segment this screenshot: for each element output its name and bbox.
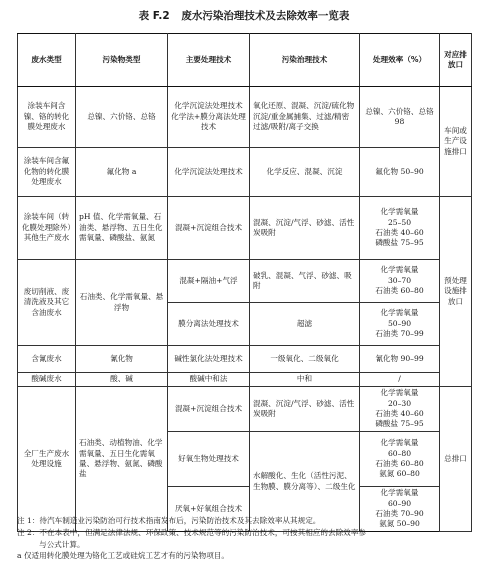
cell-outlet: 预处理设施排放口 bbox=[440, 197, 472, 387]
cell-treatment-technology: 氧化还原、混凝、沉淀/硫化物沉淀/重金属捕集、过滤/精密过滤/吸附/离子交换 bbox=[250, 87, 360, 148]
cell-wastewater-type: 含氰废水 bbox=[18, 346, 76, 373]
cell-main-technology: 厌氧+好氧组合技术 bbox=[168, 487, 250, 532]
table-row bbox=[18, 87, 472, 148]
table-row bbox=[18, 260, 472, 303]
cell-treatment-technology: 破乳、混凝、气浮、砂滤、吸附 bbox=[250, 260, 360, 303]
cell-pollutant: pH 值、化学需氧量、石油类、悬浮物、五日生化需氧量、磷酸盐、氨氮 bbox=[76, 197, 168, 260]
cell-main-technology: 混凝+沉淀组合技术 bbox=[168, 197, 250, 260]
header-wastewater-type: 废水类型 bbox=[18, 34, 76, 87]
cell-wastewater-type: 酸碱废水 bbox=[18, 373, 76, 387]
header-treatment-technology: 污染治理技术 bbox=[250, 34, 360, 87]
wastewater-treatment-table bbox=[17, 33, 472, 532]
table-caption bbox=[0, 8, 488, 23]
cell-pollutant: 总镍、六价铬、总铬 bbox=[76, 87, 168, 148]
cell-efficiency: 总镍、六价铬、总铬 98 bbox=[360, 87, 440, 148]
header-efficiency: 处理效率（%） bbox=[360, 34, 440, 87]
cell-efficiency: / bbox=[360, 373, 440, 387]
cell-efficiency: 化学需氧量 25–50 石油类 40–60 磷酸盐 75–95 bbox=[360, 197, 440, 260]
table-notes bbox=[17, 515, 471, 562]
cell-main-technology: 酸碱中和法 bbox=[168, 373, 250, 387]
cell-main-technology: 碱性氯化法处理技术 bbox=[168, 346, 250, 373]
cell-wastewater-type: 涂装车间（转化膜处理除外）其他生产废水 bbox=[18, 197, 76, 260]
cell-pollutant: 石油类、动植物油、化学需氧量、五日生化需氧量、悬浮物、氨氮、磷酸盐 bbox=[76, 387, 168, 532]
cell-pollutant: 氟化物 a bbox=[76, 148, 168, 197]
note-2: 注 2：不在本表中，但满足法律法规、环保政策、技术规范等的污染防治技术，可按其相应的去除效率参 bbox=[17, 527, 366, 537]
cell-pollutant: 氰化物 bbox=[76, 346, 168, 373]
table-header-row bbox=[18, 34, 472, 87]
cell-main-technology: 化学沉淀法处理技术 化学法+膜分离法处理技术 bbox=[168, 87, 250, 148]
cell-main-technology: 化学沉淀法处理技术 bbox=[168, 148, 250, 197]
cell-treatment-technology: 中和 bbox=[250, 373, 360, 387]
cell-wastewater-type: 全厂生产废水处理设施 bbox=[18, 387, 76, 532]
cell-main-technology: 混凝+沉淀组合技术 bbox=[168, 387, 250, 432]
cell-main-technology: 混凝+隔油+气浮 bbox=[168, 260, 250, 303]
table-row bbox=[18, 346, 472, 373]
cell-efficiency: 化学需氧量 60–90 石油类 70–90 氨氮 50–90 bbox=[360, 487, 440, 532]
cell-efficiency: 化学需氧量 30–70 石油类 60–80 bbox=[360, 260, 440, 303]
table-row bbox=[18, 373, 472, 387]
table-title: 废水污染治理技术及去除效率一览表 bbox=[181, 10, 350, 22]
note-2-continued: 与公式计算。 bbox=[39, 539, 85, 549]
table-row bbox=[18, 148, 472, 197]
cell-pollutant: 石油类、化学需氧量、悬浮物 bbox=[76, 260, 168, 346]
cell-efficiency: 化学需氧量 60–80 石油类 60–80 氨氮 60–80 bbox=[360, 432, 440, 487]
cell-efficiency: 氟化物 50–90 bbox=[360, 148, 440, 197]
cell-efficiency: 化学需氧量 50–90 石油类 70–99 bbox=[360, 303, 440, 346]
cell-wastewater-type: 废切削液、废清洗液及其它含油废水 bbox=[18, 260, 76, 346]
cell-treatment-technology: 混凝、沉淀/气浮、砂滤、活性炭吸附 bbox=[250, 387, 360, 432]
cell-efficiency: 化学需氧量 20–30 石油类 40–60 磷酸盐 75–95 bbox=[360, 387, 440, 432]
table-row bbox=[18, 197, 472, 260]
cell-treatment-technology: 化学反应、混凝、沉淀 bbox=[250, 148, 360, 197]
cell-outlet: 车间或生产设施排口 bbox=[440, 87, 472, 197]
cell-wastewater-type: 涂装车间含镍、铬的转化膜处理废水 bbox=[18, 87, 76, 148]
cell-main-technology: 好氧生物处理技术 bbox=[168, 432, 250, 487]
cell-pollutant: 酸、碱 bbox=[76, 373, 168, 387]
cell-treatment-technology: 一级氧化、二级氧化 bbox=[250, 346, 360, 373]
header-outlet: 对应排放口 bbox=[440, 34, 472, 87]
header-main-technology: 主要处理技术 bbox=[168, 34, 250, 87]
cell-efficiency: 氰化物 90–99 bbox=[360, 346, 440, 373]
cell-wastewater-type: 涂装车间含氟化物的转化膜处理废水 bbox=[18, 148, 76, 197]
cell-treatment-technology: 超滤 bbox=[250, 303, 360, 346]
cell-main-technology: 膜分离法处理技术 bbox=[168, 303, 250, 346]
table-number: 表 F.2 bbox=[138, 10, 170, 22]
cell-treatment-technology: 混凝、沉淀/气浮、砂滤、活性炭吸附 bbox=[250, 197, 360, 260]
note-footnote-a: a 仅适用转化膜处理为铬化工艺或硅烷工艺才有的污染物项目。 bbox=[17, 551, 229, 561]
header-pollutant-type: 污染物类型 bbox=[76, 34, 168, 87]
cell-treatment-technology: 水解酸化、生化（活性污泥、生物膜、膜分离等）、二级生化 bbox=[250, 432, 360, 532]
cell-outlet: 总排口 bbox=[440, 387, 472, 532]
note-1: 注 1：待汽车制造业污染防治可行技术指南发布后，污染防治技术及其去除效率从其规定。 bbox=[17, 516, 321, 525]
table-row bbox=[18, 387, 472, 432]
